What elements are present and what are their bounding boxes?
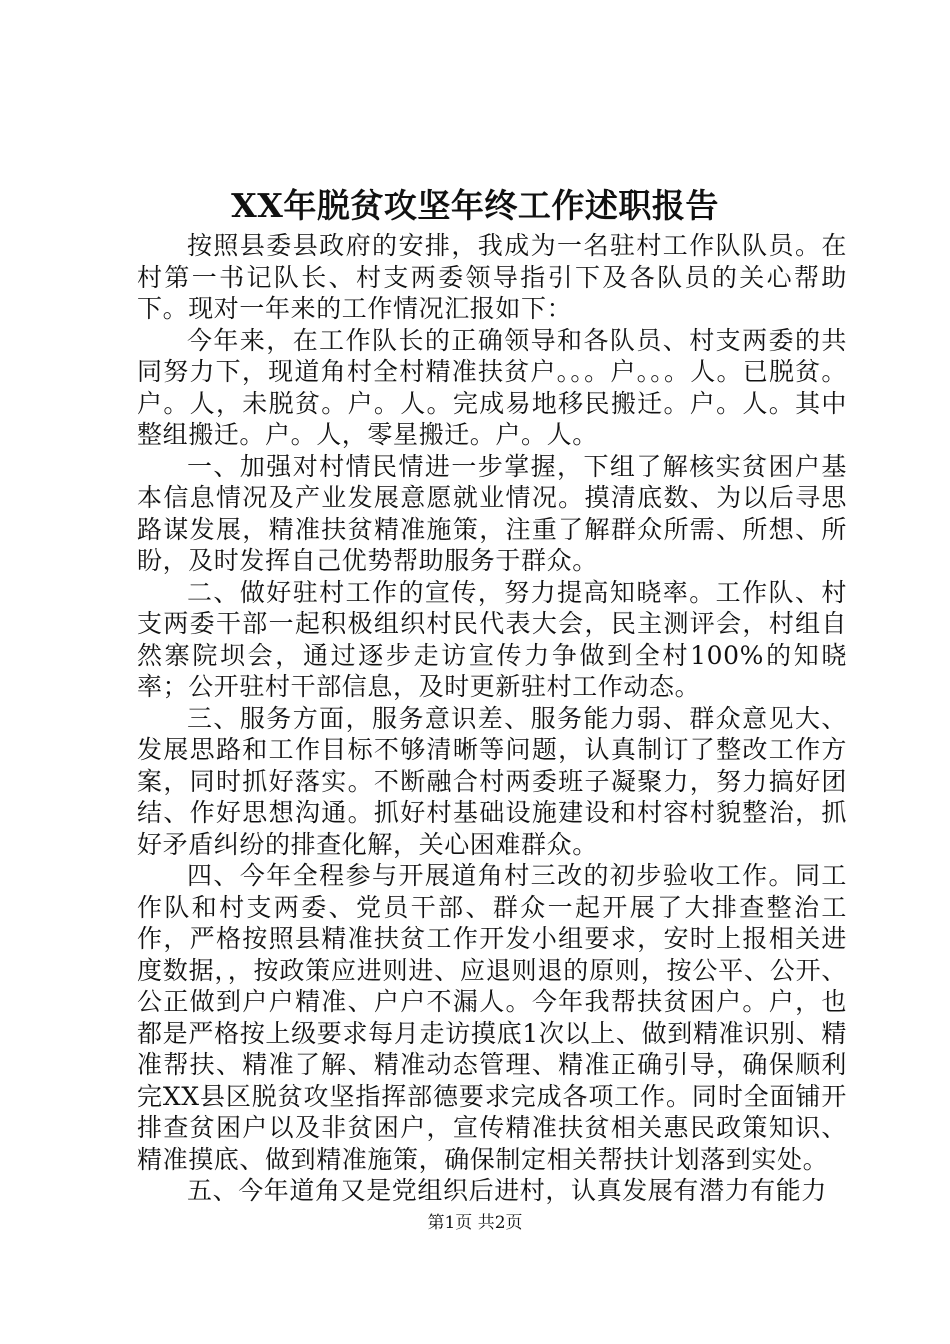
paragraph-section-five: 五、今年道角又是党组织后进村，认真发展有潜力有能力: [187, 1176, 828, 1205]
paragraph-section-four: 四、今年全程参与开展道角村三改的初步验收工作。同工作队和村支两委、党员干部、群众一起开展了大排查整治工作，严格按照县精准扶贫工作开发小组要求，安时上报相关进度数据，，按政策应进则进、应退则退的原则，按公平、公开、公正做到户户精准、户户不漏人。今年我帮扶贫困户。户，也都是严格按上级要求每月走访摸底1次以上、做到精准识别、精准帮扶、精准了解、精准动态管理、精准正确引导，确保顺利完XX县区脱贫攻坚指挥部德要求完成各项工作。同时全面铺开排查贫困户以及非贫困户，宣传精准扶贫相关惠民政策知识、精准摸底、做到精准施策，确保制定相关帮扶计划落到实处。: [137, 861, 847, 1174]
page-footer: 第1页 共2页: [427, 1213, 523, 1233]
paragraph-section-one: 一、加强对村情民情进一步掌握，下组了解核实贫困户基本信息情况及产业发展意愿就业情况。摸清底数、为以后寻思路谋发展，精准扶贫精准施策，注重了解群众所需、所想、所盼，及时发挥自己优势帮助服务于群众。: [137, 451, 847, 575]
paragraph-section-two: 二、做好驻村工作的宣传，努力提高知晓率。工作队、村支两委干部一起积极组织村民代表大会，民主测评会，村组自然寨院坝会，通过逐步走访宣传力争做到全村100%的知晓率；公开驻村干部信息，及时更新驻村工作动态。: [137, 577, 847, 701]
paragraph-summary: 今年来，在工作队长的正确领导和各队员、村支两委的共同努力下，现道角村全村精准扶贫户。。。户。。。人。已脱贫。户。人，未脱贫。户。人。完成易地移民搬迁。户。人。其中整组搬迁。户。人，零星搬迁。户。人。: [137, 325, 847, 449]
document-title: XX年脱贫攻坚年终工作述职报告: [231, 186, 719, 225]
document-body: [137, 230, 847, 1207]
paragraph-section-three: 三、服务方面，服务意识差、服务能力弱、群众意见大、发展思路和工作目标不够清晰等问题，认真制订了整改工作方案，同时抓好落实。不断融合村两委班子凝聚力，努力搞好团结、作好思想沟通。抓好村基础设施建设和村容村貌整治，抓好矛盾纠纷的排查化解，关心困难群众。: [137, 703, 847, 859]
paragraph-intro: 按照县委县政府的安排，我成为一名驻村工作队队员。在村第一书记队长、村支两委领导指引下及各队员的关心帮助下。现对一年来的工作情况汇报如下：: [137, 231, 847, 323]
